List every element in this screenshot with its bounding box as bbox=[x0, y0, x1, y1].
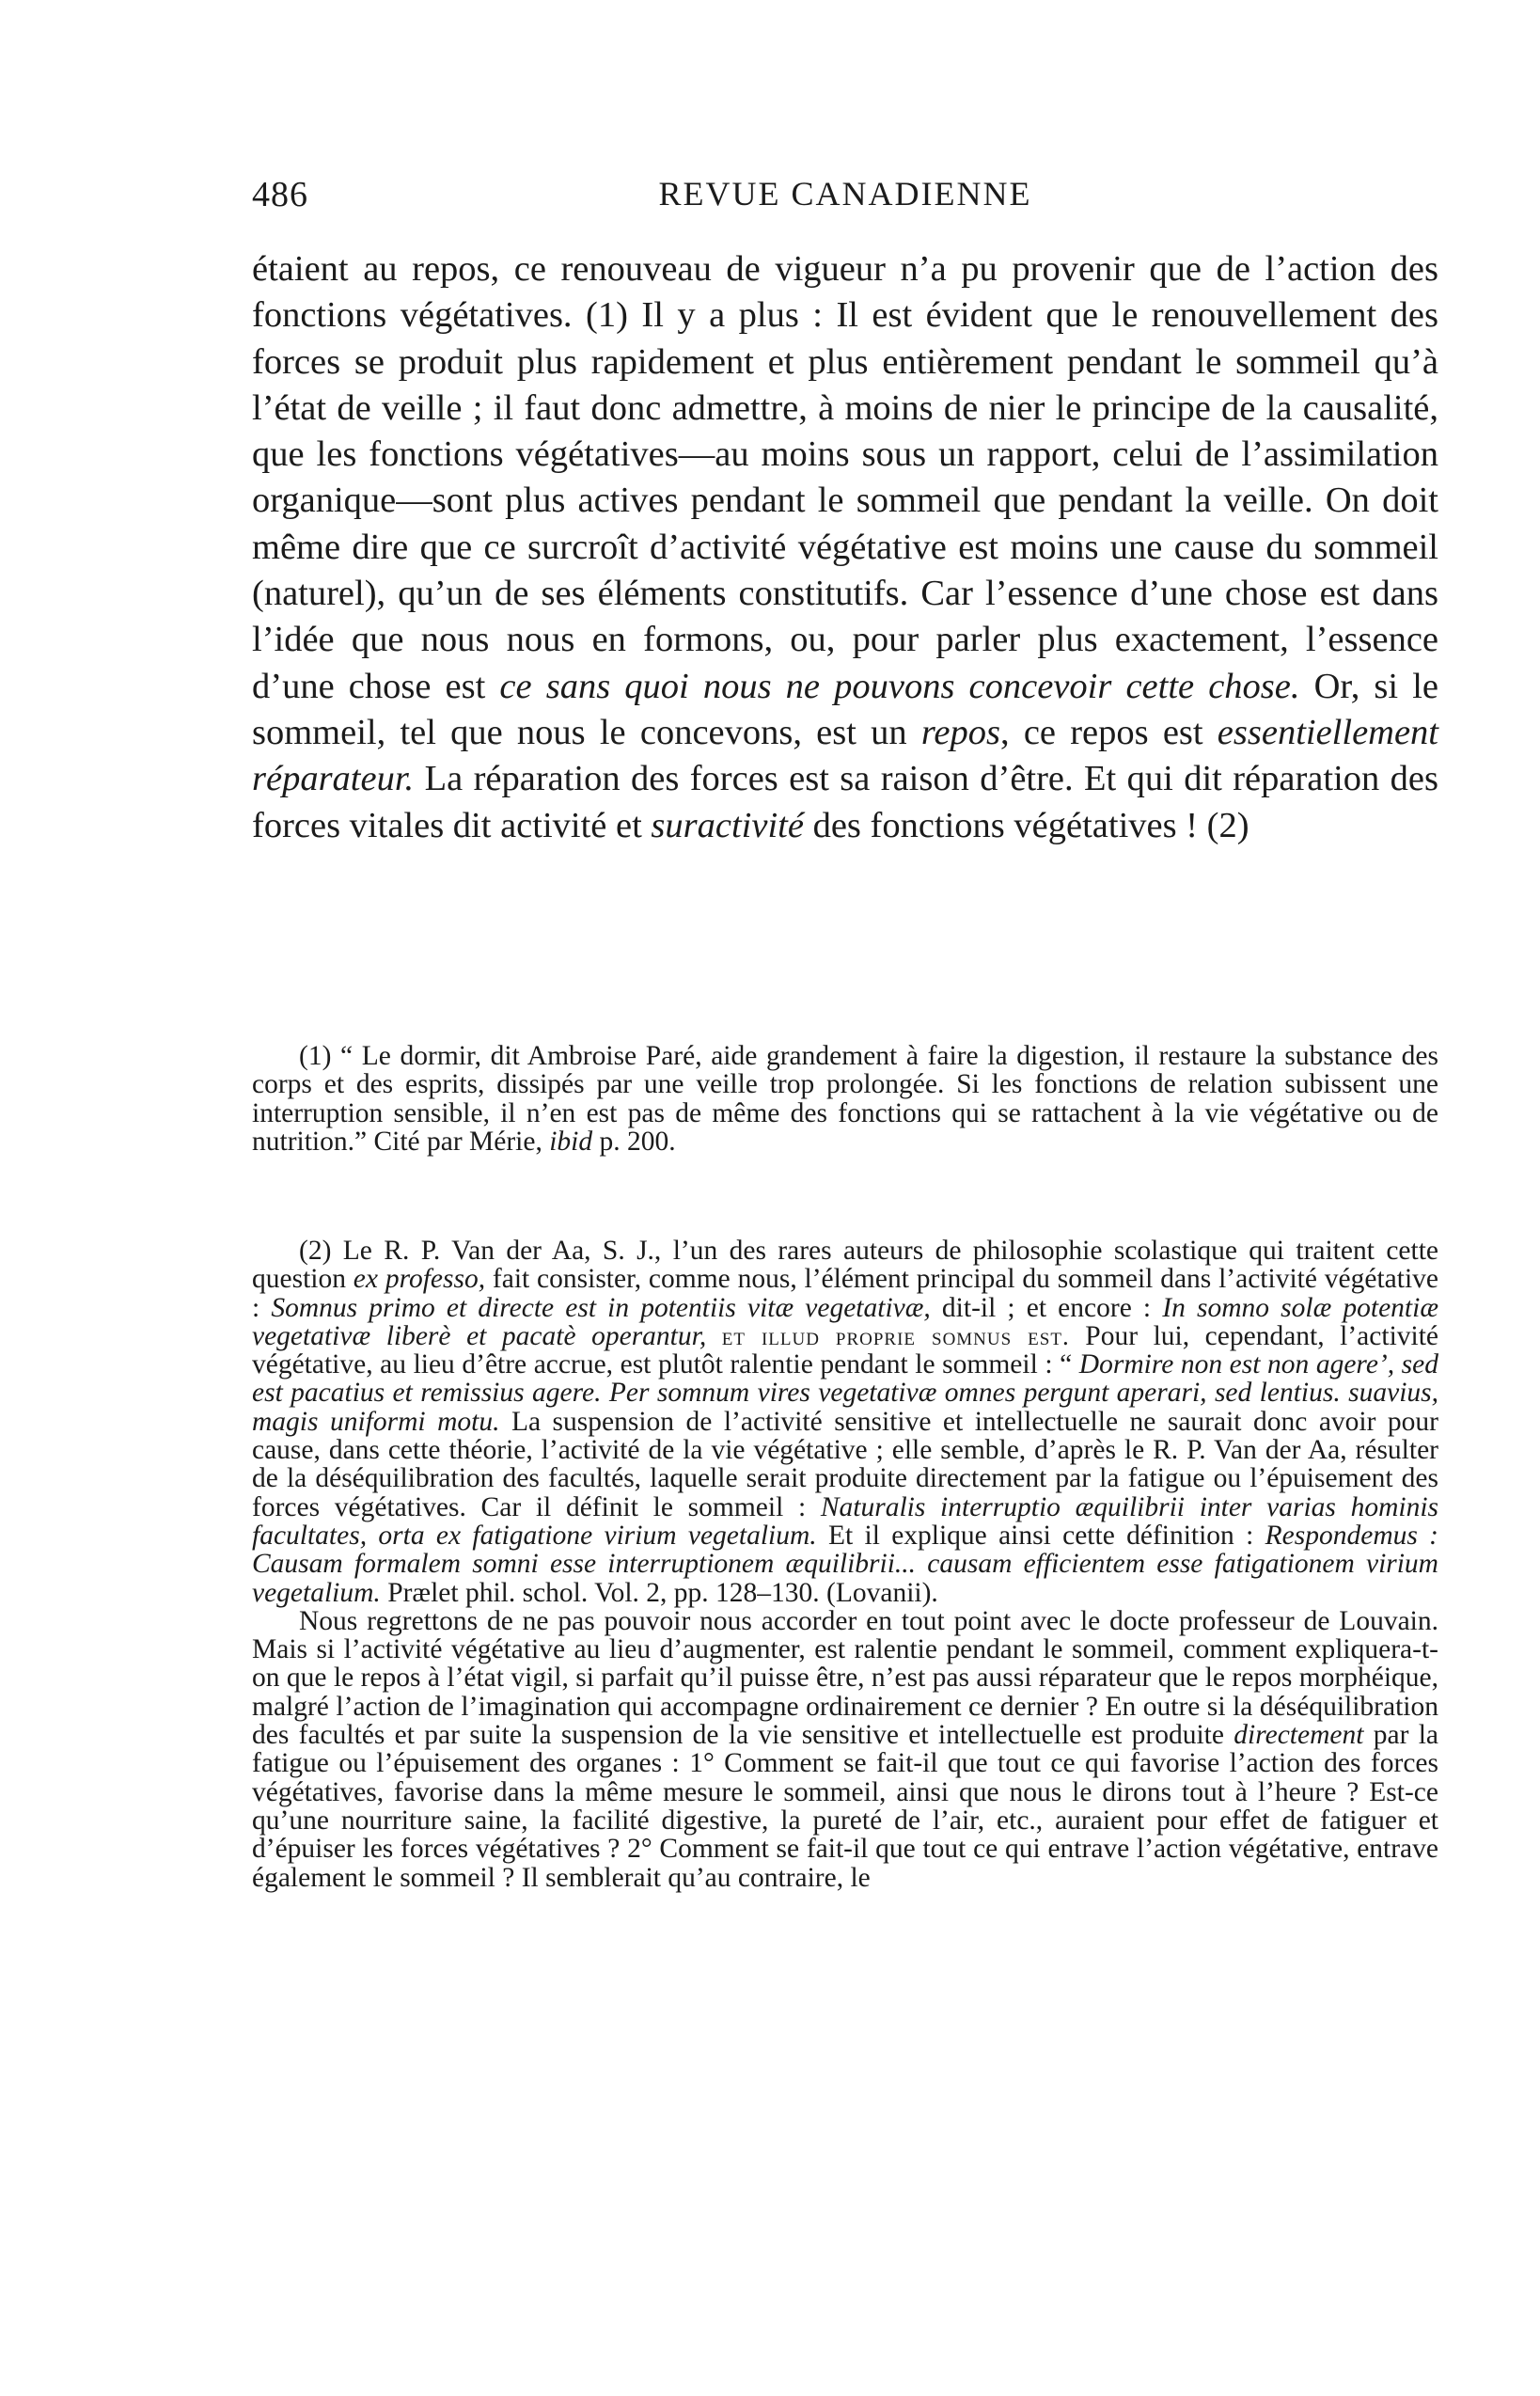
italic-phrase: suractivité bbox=[651, 805, 804, 845]
main-paragraph bbox=[252, 246, 1438, 849]
footnote-2-paragraph-2 bbox=[252, 1607, 1438, 1892]
footnote-2 bbox=[252, 1237, 1438, 1892]
footnote-text: La suspension de l’activité sensitive et intellectuelle ne saurait donc avoir pour cause, dans cette théorie, l’activité de la vie végétative ; elle semble, d’après le R. P. Van der Aa, résulter de la déséquilibration des facultés, laquelle serait produite directement par la fatigue ou l’épuisement des forces végétatives. Car il définit le sommeil : bbox=[252, 1406, 1438, 1522]
text-run: des fonctions végétatives ! (2) bbox=[803, 805, 1249, 845]
footnote-text: Prælet phil. schol. Vol. 2, pp. 128–130. (Lovanii). bbox=[380, 1577, 938, 1608]
footnote-text: dit-il ; et encore : bbox=[930, 1292, 1163, 1323]
italic-phrase: Respondemus : Causam formalem somni esse interruptionem æquilibrii... causam efficientem esse fatigationem virium vegetalium. bbox=[252, 1520, 1438, 1608]
journal-title: REVUE CANADIENNE bbox=[658, 175, 1032, 213]
footnote-text: par la fatigue ou l’épuisement des organes : 1° Comment se fait-il que tout ce qui favorise l’action des forces végétatives, favorise dans la même mesure le sommeil, ainsi que nous le dirons tout à l’heure ? Est-ce qu’une nourriture saine, la facilité digestive, la pureté de l’air, etc., auraient pour effet de fatiguer et d’épuiser les forces végétatives ? 2° Comment se fait-il que tout ce qui entrave l’action végétative, entrave également le sommeil ? Il semblerait qu’au contraire, le bbox=[252, 1720, 1438, 1893]
italic-phrase: ce sans quoi nous ne pouvons concevoir cette chose. bbox=[499, 666, 1300, 706]
footnote-1 bbox=[252, 1042, 1438, 1156]
footnote-text: (1) “ Le dormir, dit Ambroise Paré, aide grandement à faire la digestion, il restaure la substance des corps et des esprits, dissipés par une veille trop prolongée. Si les fonctions de relation subissent une interruption sensible, il n’en est pas de même des fonctions qui se rattachent à la vie végétative ou de nutrition.” Cité par Mérie, bbox=[252, 1041, 1438, 1157]
text-run: étaient au repos, ce renouveau de vigueur n’a pu provenir que de l’action des fonctions végétatives. (1) Il y a plus : Il est évident que le renouvellement des forces se produit plus rapidement et plus entièrement pendant le sommeil qu’à l’état de veille ; il faut donc admettre, à moins de nier le principe de la causalité, que les fonctions végétatives—au moins sous un rapport, celui de l’assimilation organique—sont plus actives pendant le sommeil que pendant la veille. On doit même dire que ce surcroît d’activité végétative est moins une cause du sommeil (naturel), qu’un de ses éléments constitutifs. Car l’essence d’une chose est dans l’idée que nous nous en formons, ou, pour parler plus exactement, l’essence d’une chose est bbox=[252, 249, 1438, 706]
footnote-text: fait consister, comme nous, l’élément principal du sommeil dans l’activité végétative : bbox=[252, 1264, 1438, 1323]
running-head bbox=[252, 174, 1438, 221]
italic-phrase: directement bbox=[1234, 1720, 1364, 1751]
page-number: 486 bbox=[252, 175, 308, 214]
italic-phrase: ibid bbox=[549, 1126, 593, 1157]
italic-phrase: In somno solæ potentiæ vegetativæ liberè et pacatè operantur, bbox=[252, 1292, 1438, 1351]
small-caps-phrase: et illud proprie somnus est. bbox=[721, 1321, 1070, 1350]
text-run: , ce repos est bbox=[1000, 712, 1218, 752]
italic-phrase: Somnus primo et directe est in potentiis vitæ vegetativæ, bbox=[271, 1292, 931, 1323]
italic-phrase: Dormire non est non agere’, sed est pacatius et remissius agere. Per somnum vires vegetativæ omnes pergunt aperari, sed lentius. suavius, magis uniformi motu. bbox=[252, 1349, 1438, 1437]
footnote-2-paragraph-1 bbox=[252, 1237, 1438, 1607]
text-run: La réparation des forces est sa raison d’être. Et qui dit réparation des forces vitales dit activité et bbox=[252, 759, 1438, 845]
italic-phrase: repos bbox=[920, 712, 1000, 752]
footnote-text: p. 200. bbox=[592, 1126, 676, 1157]
footnote-text: Nous regrettons de ne pas pouvoir nous accorder en tout point avec le docte professeur de Louvain. Mais si l’activité végétative au lieu d’augmenter, est ralentie pendant le sommeil, comment expliquera-t-on que le repos à l’état vigil, si parfait qu’il puisse être, n’est pas aussi réparateur que le repos morphéique, malgré l’action de l’imagination qui accompagne ordinairement ce dernier ? En outre si la déséquilibration des facultés et par suite la suspension de la vie sensitive et intellectuelle est produite bbox=[252, 1605, 1438, 1751]
footnote-text: (2) Le R. P. Van der Aa, S. J., l’un des rares auteurs de philosophie scolastique qui traitent cette question bbox=[252, 1236, 1438, 1295]
footnote-text: Et il explique ainsi cette définition : bbox=[816, 1520, 1265, 1551]
italic-phrase: Naturalis interruptio æquilibrii inter varias hominis facultates, orta ex fatigatione virium vegetalium. bbox=[252, 1491, 1439, 1551]
footnote-text: Pour lui, cependant, l’activité végétative, au lieu d’être accrue, est plutôt ralentie pendant le sommeil : “ bbox=[252, 1320, 1438, 1380]
italic-phrase: essentiellement réparateur. bbox=[252, 712, 1438, 799]
text-run: Or, si le sommeil, tel que nous le concevons, est un bbox=[252, 666, 1438, 752]
italic-phrase: ex professo, bbox=[353, 1264, 486, 1295]
